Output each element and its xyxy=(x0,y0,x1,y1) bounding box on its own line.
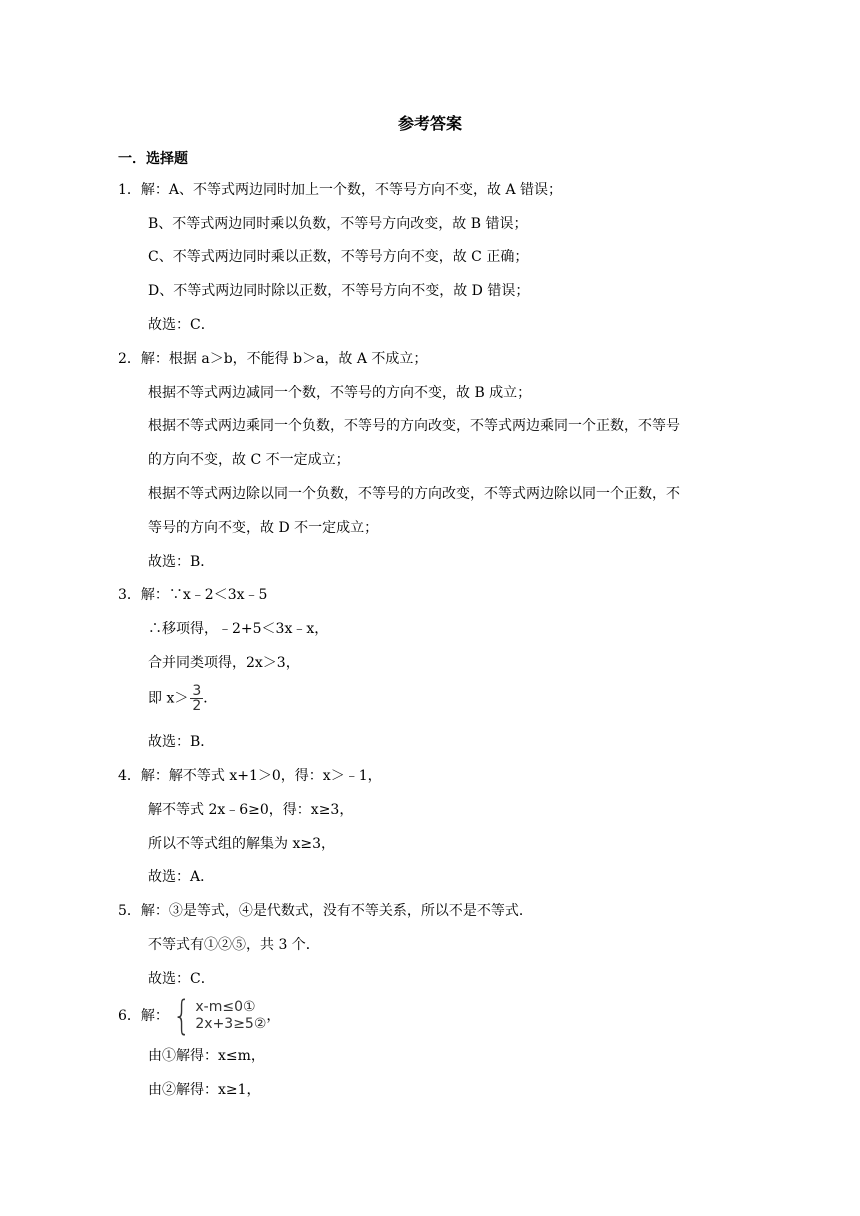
q5-answer: 故选：C． xyxy=(148,971,215,987)
q4-line-a: 4．解：解不等式 x+1＞0，得：x＞﹣1， xyxy=(118,768,382,784)
q4-answer: 故选：A． xyxy=(148,869,215,885)
fraction-numerator: 3 xyxy=(192,683,202,699)
fraction-denominator: 2 xyxy=(192,698,202,714)
q3-line-d-prefix: 即 x＞ xyxy=(148,690,189,707)
q3-line-d xyxy=(148,684,217,713)
q3-answer: 故选：B． xyxy=(148,734,215,750)
fraction xyxy=(190,684,203,713)
q3-line-d-suffix: ． xyxy=(203,690,218,707)
q2-line-d: 的方向不变，故 C 不一定成立； xyxy=(148,452,350,468)
equation-1: x-m≤0① xyxy=(195,999,256,1015)
q6-line-a xyxy=(118,993,281,1039)
equation-2: 2x+3≥5② xyxy=(195,1016,267,1032)
q5-line-b: 不等式有①②⑤，共 3 个． xyxy=(148,937,320,953)
page-title: 参考答案 xyxy=(397,114,462,133)
q1-line-c: C、不等式两边同时乘以正数，不等号方向不变，故 C 正确； xyxy=(148,249,529,265)
q2-line-a: 2．解：根据 a＞b，不能得 b＞a，故 A 不成立； xyxy=(118,351,428,367)
q3-line-a: 3．解：∵x﹣2＜3x﹣5 xyxy=(118,587,268,603)
q1-line-d: D、不等式两边同时除以正数，不等号方向不变，故 D 错误； xyxy=(148,283,530,299)
q6-prefix: 6．解： xyxy=(118,1008,169,1024)
q2-line-e: 根据不等式两边除以同一个负数，不等号的方向改变，不等式两边除以同一个正数，不 xyxy=(148,486,680,502)
q1-line-b: B、不等式两边同时乘以负数，不等号方向改变，故 B 错误； xyxy=(148,216,528,232)
q2-answer: 故选：B． xyxy=(148,554,215,570)
q6-line-c: 由②解得：x≥1， xyxy=(148,1082,261,1098)
q4-line-c: 所以不等式组的解集为 x≥3， xyxy=(148,836,335,852)
q2-line-b: 根据不等式两边减同一个数，不等号的方向不变，故 B 成立； xyxy=(148,385,532,401)
q1-answer: 故选：C． xyxy=(148,317,215,333)
q3-line-b: ∴移项得，﹣2+5＜3x﹣x， xyxy=(148,621,329,637)
q3-line-c: 合并同类项得，2x＞3， xyxy=(148,655,300,671)
q1-line-a: 1．解：A、不等式两边同时加上一个数，不等号方向不变，故 A 错误； xyxy=(118,182,563,198)
equation-system xyxy=(169,993,267,1039)
q6-line-b: 由①解得：x≤m， xyxy=(148,1048,265,1064)
q4-line-b: 解不等式 2x﹣6≥0，得：x≥3， xyxy=(148,802,354,818)
q5-line-a: 5．解：③是等式，④是代数式，没有不等关系，所以不是不等式． xyxy=(118,903,533,919)
equation-list xyxy=(195,998,266,1034)
q2-line-c: 根据不等式两边乘同一个负数，不等号的方向改变，不等式两边乘同一个正数，不等号 xyxy=(148,418,680,434)
left-brace: { xyxy=(172,993,191,1039)
q6-suffix: ， xyxy=(266,1008,281,1024)
section-heading: 一．选择题 xyxy=(118,151,188,167)
q2-line-f: 等号的方向不变，故 D 不一定成立； xyxy=(148,520,379,536)
